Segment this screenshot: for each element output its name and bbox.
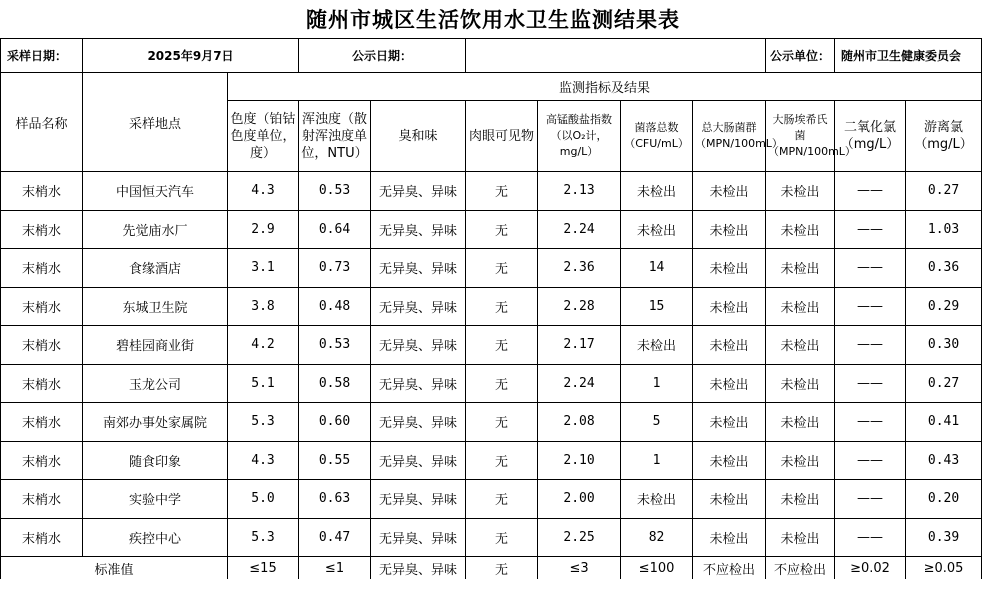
total-colony-cell: 1 [621, 364, 693, 403]
free-chlorine-cell: 0.20 [906, 480, 982, 519]
table-row [1, 210, 982, 249]
table-row [1, 326, 982, 365]
visible-matter-cell: 无 [466, 249, 538, 288]
odor-taste-cell: 无异臭、异味 [371, 441, 466, 480]
visible-matter-cell: 无 [466, 364, 538, 403]
e-coli-cell: 未检出 [766, 441, 835, 480]
standard-e-coli: 不应检出 [766, 557, 835, 580]
odor-taste-cell: 无异臭、异味 [371, 326, 466, 365]
sample-date: 2025年9月7日 [83, 39, 299, 73]
total-coliform-cell: 未检出 [693, 403, 766, 442]
sample-name-cell: 末梢水 [1, 210, 83, 249]
table-row [1, 249, 982, 288]
table-row [1, 287, 982, 326]
standard-free-chlorine: ≥0.05 [906, 557, 982, 580]
sample-name-cell: 末梢水 [1, 441, 83, 480]
standard-turbidity: ≤1 [299, 557, 371, 580]
total-coliform-cell: 未检出 [693, 210, 766, 249]
odor-taste-cell: 无异臭、异味 [371, 287, 466, 326]
group-header-row [1, 73, 982, 101]
color-cell: 5.3 [228, 403, 299, 442]
color-cell: 2.9 [228, 210, 299, 249]
e-coli-cell: 未检出 [766, 249, 835, 288]
table-row [1, 364, 982, 403]
odor-taste-cell: 无异臭、异味 [371, 518, 466, 557]
free-chlorine-cell: 0.41 [906, 403, 982, 442]
sample-name-cell: 末梢水 [1, 518, 83, 557]
free-chlorine-cell: 0.43 [906, 441, 982, 480]
standard-total-coliform: 不应检出 [693, 557, 766, 580]
table-row [1, 518, 982, 557]
turbidity-cell: 0.63 [299, 480, 371, 519]
visible-matter-cell: 无 [466, 518, 538, 557]
standard-chlorine-dioxide: ≥0.02 [835, 557, 906, 580]
standard-row [1, 557, 982, 580]
odor-taste-cell: 无异臭、异味 [371, 249, 466, 288]
visible-matter-cell: 无 [466, 403, 538, 442]
publish-date-label: 公示日期： [299, 39, 466, 73]
e-coli-cell: 未检出 [766, 210, 835, 249]
permanganate-index-cell: 2.28 [538, 287, 621, 326]
e-coli-cell: 未检出 [766, 403, 835, 442]
total-colony-cell: 未检出 [621, 210, 693, 249]
header-color: 色度（铂钴色度单位，度） [228, 101, 299, 172]
turbidity-cell: 0.55 [299, 441, 371, 480]
sample-location-cell: 疾控中心 [83, 518, 228, 557]
visible-matter-cell: 无 [466, 210, 538, 249]
e-coli-cell: 未检出 [766, 480, 835, 519]
sample-location-cell: 先觉庙水厂 [83, 210, 228, 249]
sample-date-label: 采样日期： [1, 39, 83, 73]
sample-name-cell: 末梢水 [1, 403, 83, 442]
chlorine-dioxide-cell: —— [835, 326, 906, 365]
sample-location-cell: 东城卫生院 [83, 287, 228, 326]
total-colony-cell: 15 [621, 287, 693, 326]
header-free-chlorine: 游离氯（mg/L） [906, 101, 982, 172]
total-colony-cell: 未检出 [621, 172, 693, 211]
visible-matter-cell: 无 [466, 441, 538, 480]
chlorine-dioxide-cell: —— [835, 249, 906, 288]
free-chlorine-cell: 0.36 [906, 249, 982, 288]
standard-label: 标准值 [1, 557, 228, 580]
total-coliform-cell: 未检出 [693, 480, 766, 519]
header-sample-location: 采样地点 [83, 73, 228, 172]
total-colony-cell: 5 [621, 403, 693, 442]
chlorine-dioxide-cell: —— [835, 364, 906, 403]
total-coliform-cell: 未检出 [693, 287, 766, 326]
total-colony-cell: 1 [621, 441, 693, 480]
free-chlorine-cell: 0.29 [906, 287, 982, 326]
e-coli-cell: 未检出 [766, 287, 835, 326]
color-cell: 4.3 [228, 441, 299, 480]
e-coli-cell: 未检出 [766, 364, 835, 403]
turbidity-cell: 0.47 [299, 518, 371, 557]
permanganate-index-cell: 2.24 [538, 210, 621, 249]
odor-taste-cell: 无异臭、异味 [371, 364, 466, 403]
table-row [1, 403, 982, 442]
permanganate-index-cell: 2.17 [538, 326, 621, 365]
header-visible-matter: 肉眼可见物 [466, 101, 538, 172]
sample-location-cell: 随食印象 [83, 441, 228, 480]
chlorine-dioxide-cell: —— [835, 480, 906, 519]
table-row [1, 172, 982, 211]
turbidity-cell: 0.58 [299, 364, 371, 403]
permanganate-index-cell: 2.10 [538, 441, 621, 480]
turbidity-cell: 0.48 [299, 287, 371, 326]
turbidity-cell: 0.73 [299, 249, 371, 288]
free-chlorine-cell: 1.03 [906, 210, 982, 249]
chlorine-dioxide-cell: —— [835, 441, 906, 480]
color-cell: 3.8 [228, 287, 299, 326]
chlorine-dioxide-cell: —— [835, 210, 906, 249]
publish-unit-label: 公示单位： [766, 39, 835, 73]
header-total-coliform: 总大肠菌群（MPN/100mL） [693, 101, 766, 172]
color-cell: 5.1 [228, 364, 299, 403]
chlorine-dioxide-cell: —— [835, 172, 906, 211]
visible-matter-cell: 无 [466, 480, 538, 519]
color-cell: 5.0 [228, 480, 299, 519]
sample-name-cell: 末梢水 [1, 364, 83, 403]
info-row [1, 39, 982, 73]
total-coliform-cell: 未检出 [693, 326, 766, 365]
total-colony-cell: 14 [621, 249, 693, 288]
turbidity-cell: 0.53 [299, 172, 371, 211]
chlorine-dioxide-cell: —— [835, 287, 906, 326]
free-chlorine-cell: 0.30 [906, 326, 982, 365]
permanganate-index-cell: 2.00 [538, 480, 621, 519]
e-coli-cell: 未检出 [766, 518, 835, 557]
sample-name-cell: 末梢水 [1, 480, 83, 519]
permanganate-index-cell: 2.25 [538, 518, 621, 557]
total-coliform-cell: 未检出 [693, 441, 766, 480]
turbidity-cell: 0.64 [299, 210, 371, 249]
standard-color: ≤15 [228, 557, 299, 580]
standard-permanganate-index: ≤3 [538, 557, 621, 580]
publish-date-value [466, 39, 766, 73]
total-colony-cell: 82 [621, 518, 693, 557]
sample-location-cell: 食缘酒店 [83, 249, 228, 288]
sample-location-cell: 碧桂园商业街 [83, 326, 228, 365]
total-coliform-cell: 未检出 [693, 518, 766, 557]
odor-taste-cell: 无异臭、异味 [371, 403, 466, 442]
sample-name-cell: 末梢水 [1, 172, 83, 211]
sample-name-cell: 末梢水 [1, 249, 83, 288]
sample-name-cell: 末梢水 [1, 326, 83, 365]
standard-total-colony: ≤100 [621, 557, 693, 580]
total-coliform-cell: 未检出 [693, 249, 766, 288]
permanganate-index-cell: 2.36 [538, 249, 621, 288]
header-e-coli: 大肠埃希氏菌（MPN/100mL） [766, 101, 835, 172]
table-row [1, 441, 982, 480]
sample-location-cell: 玉龙公司 [83, 364, 228, 403]
free-chlorine-cell: 0.27 [906, 172, 982, 211]
permanganate-index-cell: 2.24 [538, 364, 621, 403]
total-colony-cell: 未检出 [621, 326, 693, 365]
color-cell: 4.2 [228, 326, 299, 365]
publish-unit: 随州市卫生健康委员会 [835, 39, 982, 73]
total-coliform-cell: 未检出 [693, 172, 766, 211]
standard-odor-taste: 无异臭、异味 [371, 557, 466, 580]
sample-location-cell: 实验中学 [83, 480, 228, 519]
odor-taste-cell: 无异臭、异味 [371, 480, 466, 519]
header-sample-name: 样品名称 [1, 73, 83, 172]
header-odor-taste: 臭和味 [371, 101, 466, 172]
color-cell: 3.1 [228, 249, 299, 288]
total-coliform-cell: 未检出 [693, 364, 766, 403]
monitoring-results-table [0, 38, 982, 579]
visible-matter-cell: 无 [466, 172, 538, 211]
header-total-colony: 菌落总数（CFU/mL） [621, 101, 693, 172]
header-permanganate-index: 高锰酸盐指数（以O₂计，mg/L） [538, 101, 621, 172]
total-colony-cell: 未检出 [621, 480, 693, 519]
turbidity-cell: 0.60 [299, 403, 371, 442]
standard-visible-matter: 无 [466, 557, 538, 580]
color-cell: 4.3 [228, 172, 299, 211]
header-indicator-group: 监测指标及结果 [228, 73, 982, 101]
odor-taste-cell: 无异臭、异味 [371, 210, 466, 249]
free-chlorine-cell: 0.27 [906, 364, 982, 403]
visible-matter-cell: 无 [466, 326, 538, 365]
header-turbidity: 浑浊度（散射浑浊度单位，NTU） [299, 101, 371, 172]
page-title: 随州市城区生活饮用水卫生监测结果表 [306, 8, 680, 32]
table-row [1, 480, 982, 519]
free-chlorine-cell: 0.39 [906, 518, 982, 557]
sample-name-cell: 末梢水 [1, 287, 83, 326]
permanganate-index-cell: 2.08 [538, 403, 621, 442]
color-cell: 5.3 [228, 518, 299, 557]
chlorine-dioxide-cell: —— [835, 518, 906, 557]
visible-matter-cell: 无 [466, 287, 538, 326]
header-chlorine-dioxide: 二氧化氯（mg/L） [835, 101, 906, 172]
permanganate-index-cell: 2.13 [538, 172, 621, 211]
e-coli-cell: 未检出 [766, 172, 835, 211]
sample-location-cell: 中国恒天汽车 [83, 172, 228, 211]
turbidity-cell: 0.53 [299, 326, 371, 365]
chlorine-dioxide-cell: —— [835, 403, 906, 442]
sample-location-cell: 南郊办事处家属院 [83, 403, 228, 442]
e-coli-cell: 未检出 [766, 326, 835, 365]
odor-taste-cell: 无异臭、异味 [371, 172, 466, 211]
